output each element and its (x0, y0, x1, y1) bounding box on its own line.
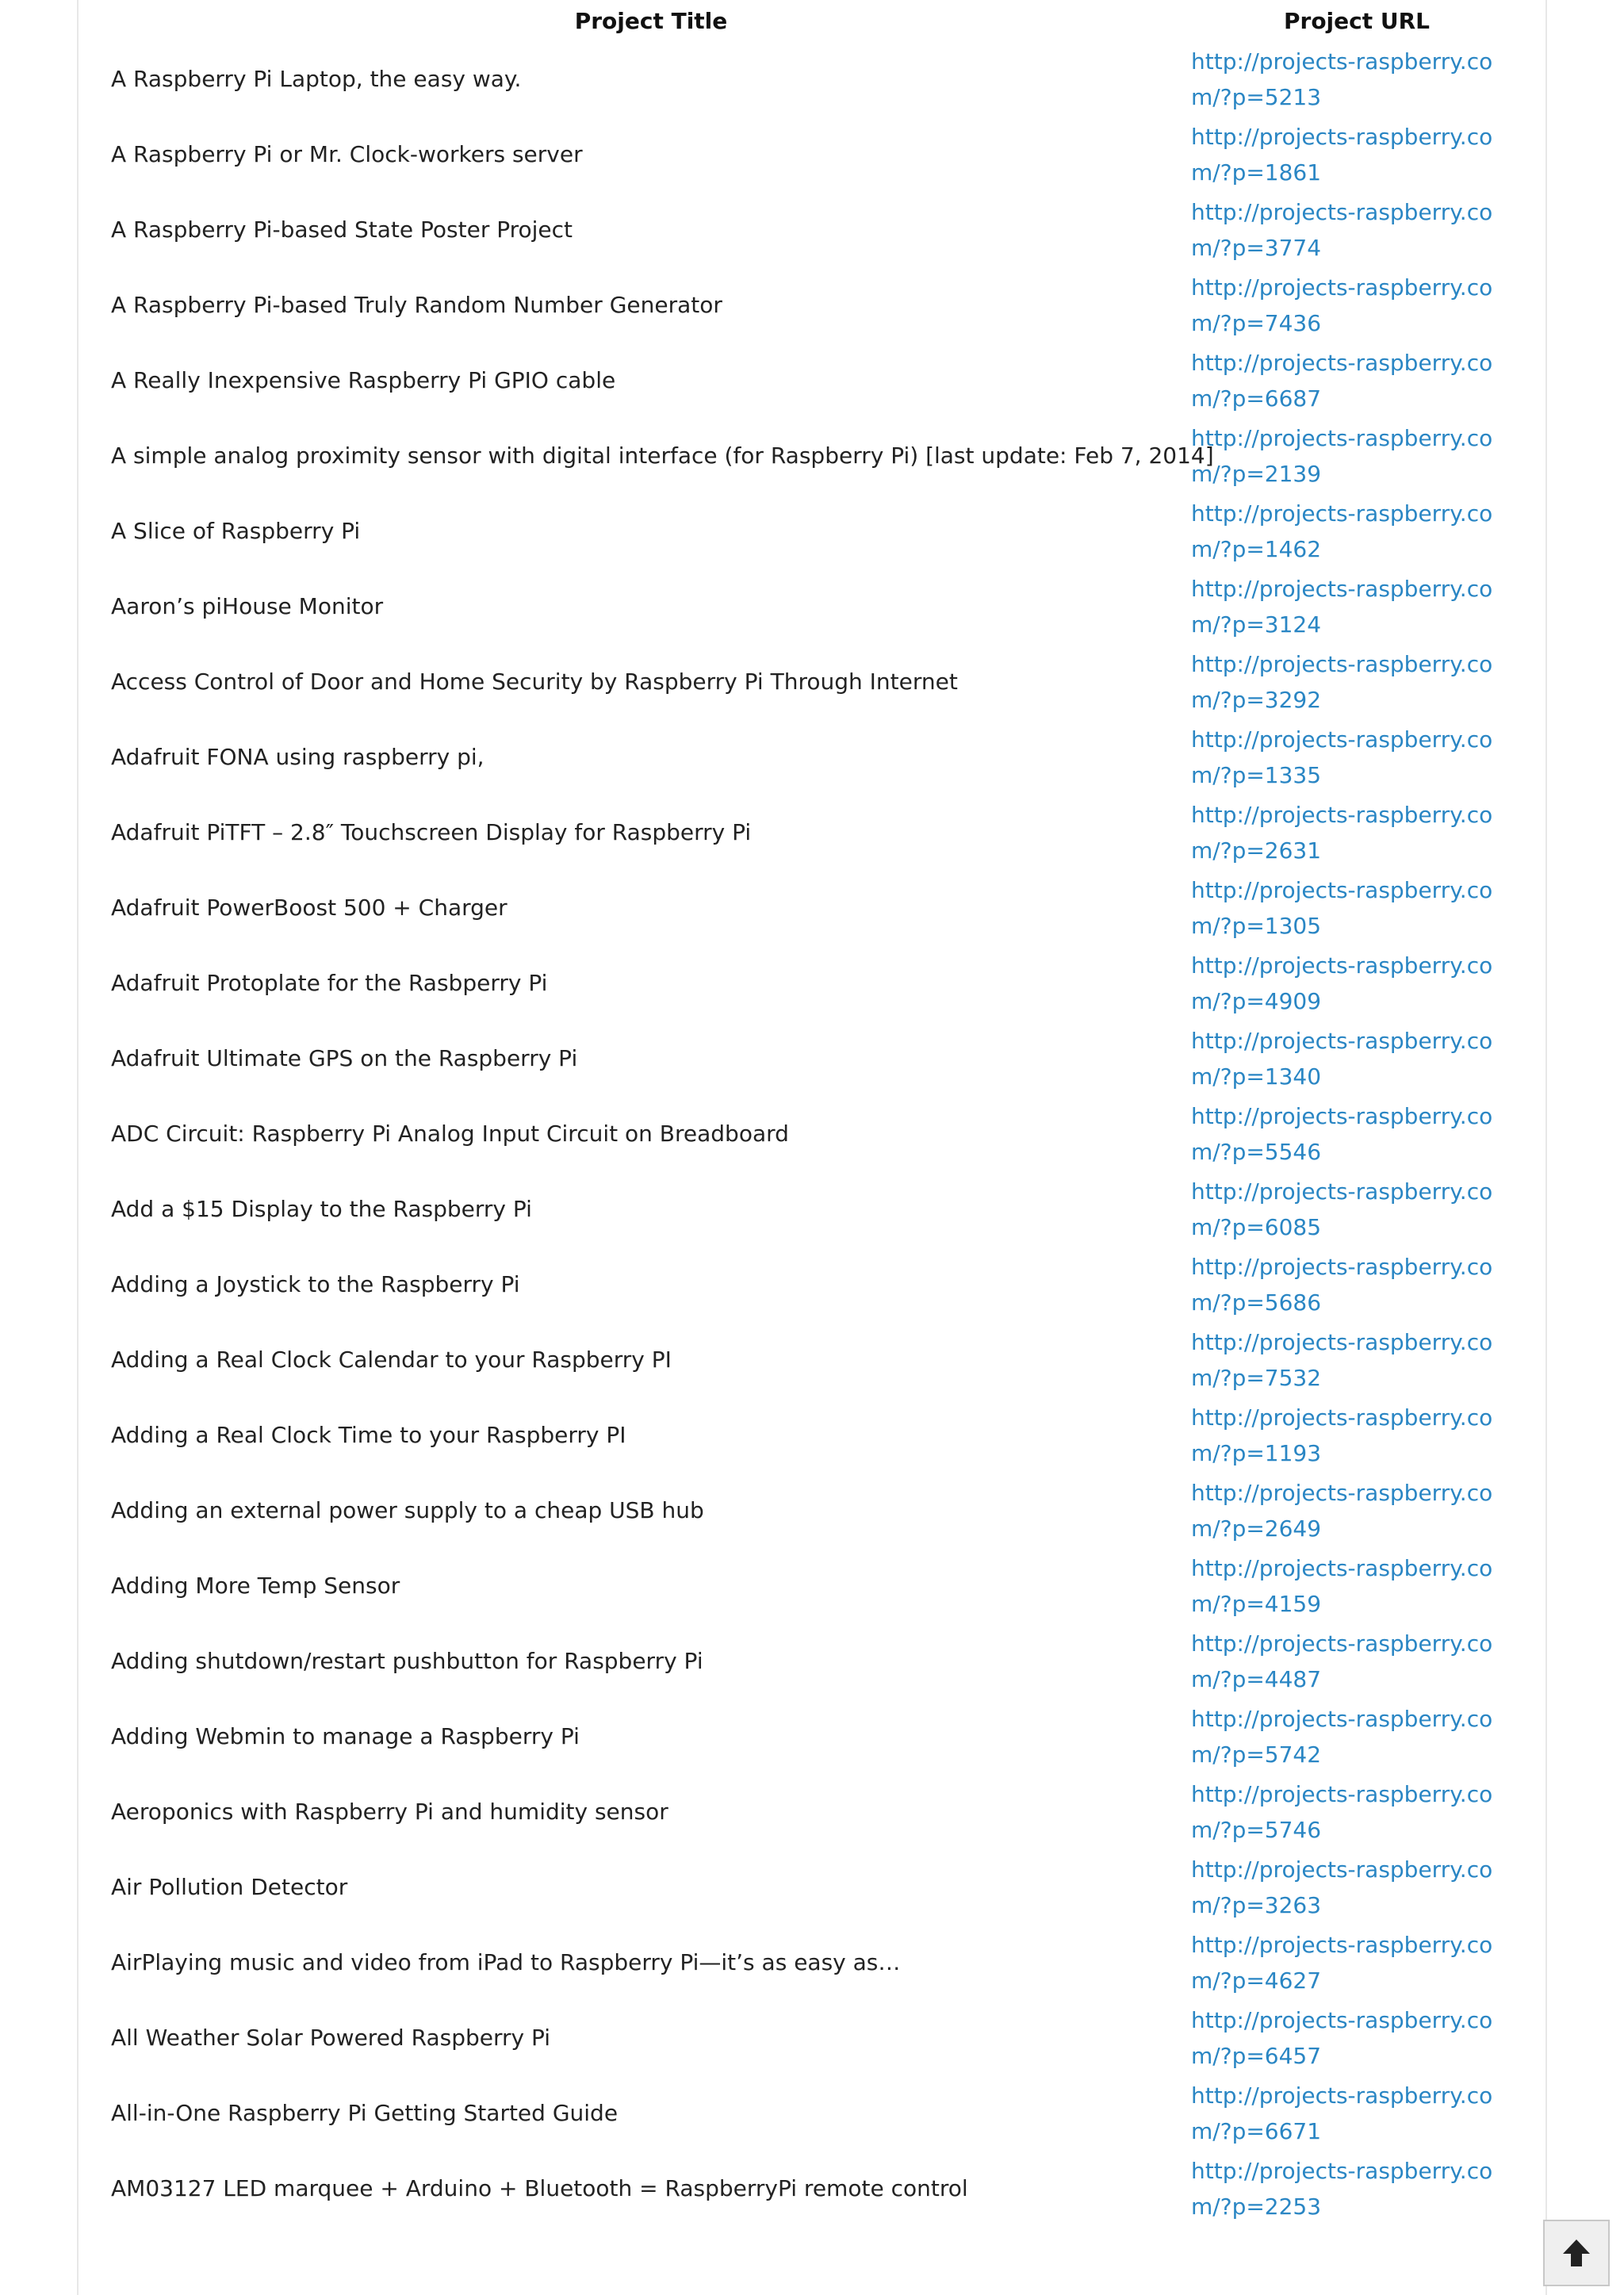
project-url-link[interactable]: http://projects-raspberry.com/?p=2631 (1191, 801, 1493, 864)
table-row (111, 2075, 1522, 2151)
column-header-title: Project Title (574, 7, 728, 34)
project-url-cell (1191, 644, 1522, 719)
project-url-link[interactable]: http://projects-raspberry.com/?p=1305 (1191, 876, 1493, 939)
project-title: Adding shutdown/restart pushbutton for Raspberry Pi (111, 1648, 703, 1674)
project-title: Adding a Real Clock Calendar to your Raspberry PI (111, 1347, 672, 1373)
project-url-link[interactable]: http://projects-raspberry.com/?p=4627 (1191, 1931, 1493, 1994)
table-row (111, 1774, 1522, 1849)
table-row (111, 343, 1522, 418)
table-row (111, 870, 1522, 945)
project-title: Adding a Real Clock Time to your Raspberry PI (111, 1422, 626, 1448)
table-row (111, 493, 1522, 569)
table-row (111, 795, 1522, 870)
project-title: Adafruit Ultimate GPS on the Raspberry Pi (111, 1045, 578, 1071)
project-url-link[interactable]: http://projects-raspberry.com/?p=1861 (1191, 123, 1493, 186)
project-url-cell (1191, 2075, 1522, 2151)
project-title: Adafruit PowerBoost 500 + Charger (111, 895, 508, 921)
table-row (111, 1623, 1522, 1699)
project-title: Access Control of Door and Home Security by Raspberry Pi Through Internet (111, 669, 958, 695)
table-row (111, 1397, 1522, 1473)
project-url-link[interactable]: http://projects-raspberry.com/?p=1340 (1191, 1027, 1493, 1090)
project-title: Adding More Temp Sensor (111, 1573, 400, 1599)
table-row (111, 1171, 1522, 1247)
project-url-cell (1191, 1699, 1522, 1774)
project-url-link[interactable]: http://projects-raspberry.com/?p=5546 (1191, 1102, 1493, 1165)
table-row (111, 1925, 1522, 2000)
project-title: Add a $15 Display to the Raspberry Pi (111, 1196, 532, 1222)
table-row (111, 2000, 1522, 2075)
project-url-link[interactable]: http://projects-raspberry.com/?p=6457 (1191, 2006, 1493, 2069)
project-url-cell (1191, 1849, 1522, 1925)
project-url-cell (1191, 41, 1522, 117)
project-url-cell (1191, 2000, 1522, 2075)
project-url-cell (1191, 870, 1522, 945)
project-url-link[interactable]: http://projects-raspberry.com/?p=1335 (1191, 726, 1493, 788)
project-title: Adafruit PiTFT – 2.8″ Touchscreen Display for Raspberry Pi (111, 819, 752, 845)
table-row (111, 1473, 1522, 1548)
projects-table (111, 0, 1522, 2226)
project-title: Adding a Joystick to the Raspberry Pi (111, 1271, 520, 1297)
table-row (111, 719, 1522, 795)
back-to-top-button[interactable] (1543, 2220, 1610, 2286)
project-url-cell (1191, 795, 1522, 870)
project-url-cell (1191, 569, 1522, 644)
project-title: Adding an external power supply to a cheap USB hub (111, 1497, 704, 1523)
project-title: AM03127 LED marquee + Arduino + Bluetooth = RaspberryPi remote control (111, 2175, 968, 2201)
project-url-link[interactable]: http://projects-raspberry.com/?p=5686 (1191, 1253, 1493, 1316)
table-row (111, 945, 1522, 1021)
project-url-link[interactable]: http://projects-raspberry.com/?p=4487 (1191, 1630, 1493, 1692)
project-url-link[interactable]: http://projects-raspberry.com/?p=6671 (1191, 2082, 1493, 2144)
project-url-cell (1191, 1473, 1522, 1548)
project-url-link[interactable]: http://projects-raspberry.com/?p=3774 (1191, 198, 1493, 261)
table-row (111, 1849, 1522, 1925)
project-url-cell (1191, 1171, 1522, 1247)
project-url-link[interactable]: http://projects-raspberry.com/?p=5213 (1191, 48, 1493, 110)
project-url-cell (1191, 192, 1522, 267)
project-title: A Slice of Raspberry Pi (111, 518, 361, 544)
project-url-cell (1191, 343, 1522, 418)
table-row (111, 1699, 1522, 1774)
table-header (111, 0, 1522, 41)
project-url-cell (1191, 1397, 1522, 1473)
project-url-link[interactable]: http://projects-raspberry.com/?p=7532 (1191, 1328, 1493, 1391)
project-url-link[interactable]: http://projects-raspberry.com/?p=1193 (1191, 1404, 1493, 1466)
project-url-cell (1191, 267, 1522, 343)
table-row (111, 2151, 1522, 2226)
table-row (111, 1247, 1522, 1322)
project-url-cell (1191, 1322, 1522, 1397)
project-url-cell (1191, 719, 1522, 795)
project-title: A Raspberry Pi Laptop, the easy way. (111, 66, 522, 92)
project-title: Adding Webmin to manage a Raspberry Pi (111, 1723, 580, 1749)
project-url-cell (1191, 1247, 1522, 1322)
project-title: Aaron’s piHouse Monitor (111, 593, 384, 619)
project-title: Adafruit Protoplate for the Rasbperry Pi (111, 970, 548, 996)
project-title: A Raspberry Pi-based State Poster Project (111, 216, 573, 243)
project-url-link[interactable]: http://projects-raspberry.com/?p=2649 (1191, 1479, 1493, 1542)
project-url-cell (1191, 1774, 1522, 1849)
table-row (111, 192, 1522, 267)
project-url-link[interactable]: http://projects-raspberry.com/?p=6687 (1191, 349, 1493, 412)
project-url-cell (1191, 493, 1522, 569)
project-url-cell (1191, 1623, 1522, 1699)
table-row (111, 1548, 1522, 1623)
project-title: A simple analog proximity sensor with digital interface (for Raspberry Pi) [last update: Feb 7, 2014] (111, 443, 1214, 469)
project-title: Aeroponics with Raspberry Pi and humidity sensor (111, 1799, 668, 1825)
project-url-link[interactable]: http://projects-raspberry.com/?p=2253 (1191, 2157, 1493, 2220)
project-title: A Raspberry Pi or Mr. Clock-workers server (111, 141, 583, 167)
project-url-link[interactable]: http://projects-raspberry.com/?p=3124 (1191, 575, 1493, 638)
project-title: Air Pollution Detector (111, 1874, 348, 1900)
project-title: All Weather Solar Powered Raspberry Pi (111, 2025, 551, 2051)
table-row (111, 1021, 1522, 1096)
table-body (111, 41, 1522, 2226)
table-row (111, 267, 1522, 343)
project-title: ADC Circuit: Raspberry Pi Analog Input Circuit on Breadboard (111, 1121, 789, 1147)
arrow-up-icon (1561, 2237, 1592, 2269)
project-url-cell (1191, 117, 1522, 192)
project-url-link[interactable]: http://projects-raspberry.com/?p=5746 (1191, 1780, 1493, 1843)
project-url-cell (1191, 418, 1522, 493)
table-row (111, 1322, 1522, 1397)
table-row (111, 644, 1522, 719)
project-title: All-in-One Raspberry Pi Getting Started Guide (111, 2100, 619, 2126)
table-row (111, 1096, 1522, 1171)
project-url-cell (1191, 945, 1522, 1021)
header-row (111, 0, 1522, 41)
table-row (111, 41, 1522, 117)
project-url-link[interactable]: http://projects-raspberry.com/?p=3292 (1191, 650, 1493, 713)
project-url-link[interactable]: http://projects-raspberry.com/?p=5742 (1191, 1705, 1493, 1768)
project-url-cell (1191, 1096, 1522, 1171)
table-row (111, 418, 1522, 493)
project-url-link[interactable]: http://projects-raspberry.com/?p=3263 (1191, 1856, 1493, 1918)
project-url-link[interactable]: http://projects-raspberry.com/?p=7436 (1191, 274, 1493, 336)
project-url-cell (1191, 1925, 1522, 2000)
table-row (111, 569, 1522, 644)
project-url-cell (1191, 2151, 1522, 2226)
column-header-url: Project URL (1283, 7, 1431, 34)
table-row (111, 117, 1522, 192)
project-url-cell (1191, 1021, 1522, 1096)
project-title: A Really Inexpensive Raspberry Pi GPIO cable (111, 367, 616, 393)
project-url-link[interactable]: http://projects-raspberry.com/?p=1462 (1191, 500, 1493, 562)
project-url-link[interactable]: http://projects-raspberry.com/?p=2139 (1191, 424, 1493, 487)
project-url-link[interactable]: http://projects-raspberry.com/?p=4909 (1191, 952, 1493, 1014)
project-url-cell (1191, 1548, 1522, 1623)
project-title: AirPlaying music and video from iPad to Raspberry Pi—it’s as easy as… (111, 1949, 901, 1975)
project-url-link[interactable]: http://projects-raspberry.com/?p=4159 (1191, 1554, 1493, 1617)
project-title: Adafruit FONA using raspberry pi, (111, 744, 485, 770)
project-url-link[interactable]: http://projects-raspberry.com/?p=6085 (1191, 1178, 1493, 1240)
project-title: A Raspberry Pi-based Truly Random Number Generator (111, 292, 722, 318)
